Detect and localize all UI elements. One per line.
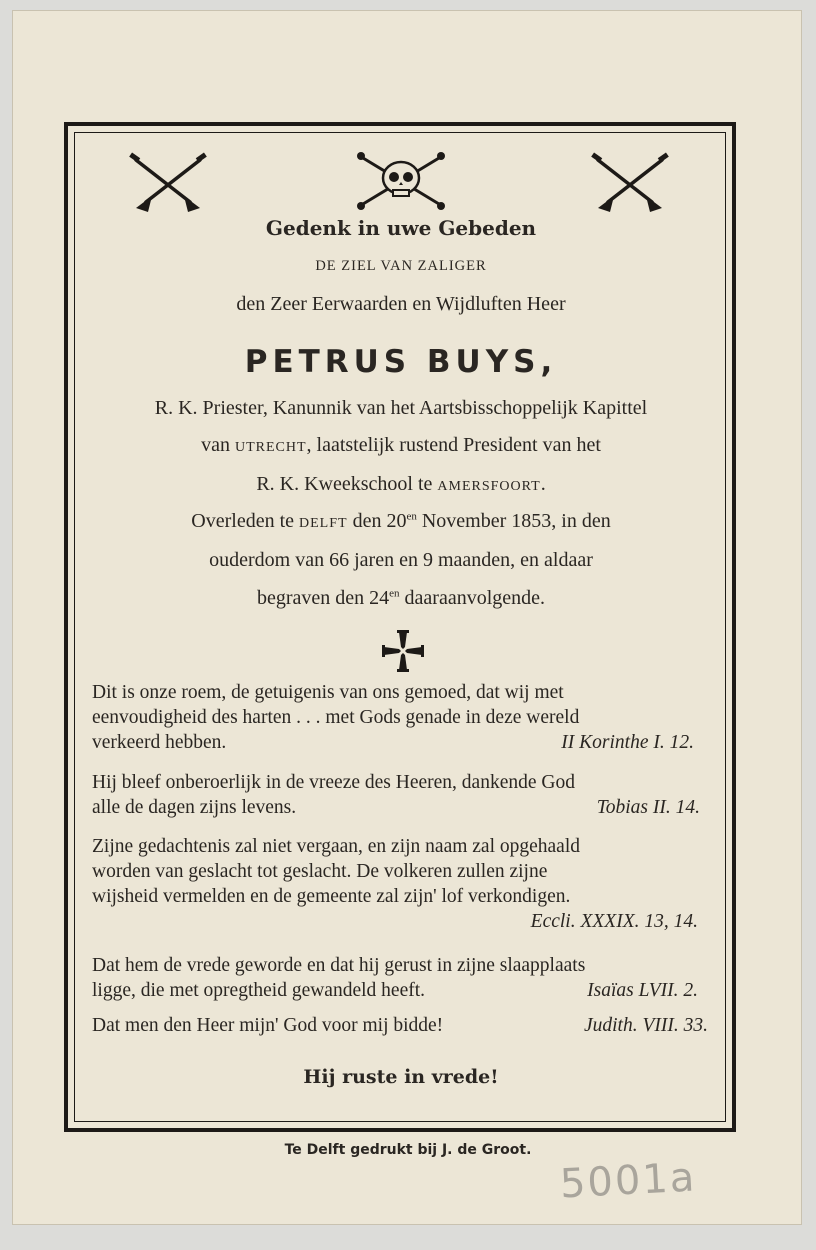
inventory-number: 5001a [558, 1154, 698, 1208]
soul-of-line: DE ZIEL VAN ZALIGER [315, 258, 487, 274]
cross-pattee-icon [382, 630, 424, 672]
crossed-shovels-icon [590, 150, 670, 214]
bio-line-3: R. K. Kweekschool te AMERSFOORT. [256, 473, 546, 495]
skull-crossbones-icon [355, 150, 447, 212]
age-line: ouderdom van 66 jaren en 9 maanden, en aldaar [209, 549, 593, 571]
scripture-reference: II Korinthe I. 12. [561, 732, 694, 753]
title-line: den Zeer Eerwaarden en Wijdluften Heer [236, 293, 566, 315]
bio-line-1: R. K. Priester, Kanunnik van het Aartsbisschoppelijk Kapittel [154, 397, 648, 419]
invocation-heading: Gedenk in uwe Gebeden [265, 216, 537, 240]
burial-line: begraven den $24^{en}$ daaraanvolgende. [256, 587, 546, 609]
bio-line-2: van UTRECHT, laatstelijk rustend President van het [201, 434, 601, 456]
place-amersfoort: AMERSFOORT [437, 479, 541, 494]
quote-ecclesiasticus: Zijne gedachtenis zal niet vergaan, en zijn naam zal opgehaald worden van geslacht tot geslacht. De volkeren zullen zijne wijsheid vermelden en de gemeente zal zijn' lof verkondigen. Eccli. XXXIX. 13, 14. [92, 836, 698, 932]
closing-line: Hij ruste in vrede! [303, 1066, 499, 1088]
scripture-reference: Tobias II. 14. [596, 797, 700, 818]
crossed-shovels-icon [128, 150, 208, 214]
place-utrecht: UTRECHT [234, 440, 307, 455]
quote-isaiah: Dat hem de vrede geworde en dat hij gerust in zijne slaapplaats ligge, die met opregtheid gewandeld heeft. Isaïas LVII. 2. [92, 955, 698, 1001]
death-line: Overleden te DELFT den $20^{en}$ November 1853, in den [191, 510, 611, 532]
quote-tobias: Hij bleef onberoerlijk in de vreeze des Heeren, dankende God alle de dagen zijns levens. Tobias II. 14. [92, 772, 700, 818]
quote-judith: Dat men den Heer mijn' God voor mij bidde! Judith. VIII. 33. [92, 1015, 708, 1036]
scripture-reference: Judith. VIII. 33. [583, 1015, 708, 1036]
deceased-name: PETRUS BUYS, [244, 344, 558, 380]
scripture-reference: Eccli. XXXIX. 13, 14. [530, 911, 698, 932]
scripture-reference: Isaïas LVII. 2. [587, 980, 698, 1001]
printer-imprint: Te Delft gedrukt bij J. de Groot. [284, 1142, 532, 1158]
place-delft: DELFT [299, 516, 348, 531]
quote-corinthians: Dit is onze roem, de getuigenis van ons gemoed, dat wij met eenvoudigheid des harten . . . met Gods genade in deze wereld verkeerd hebben. II Korinthe I. 12. [92, 682, 694, 753]
